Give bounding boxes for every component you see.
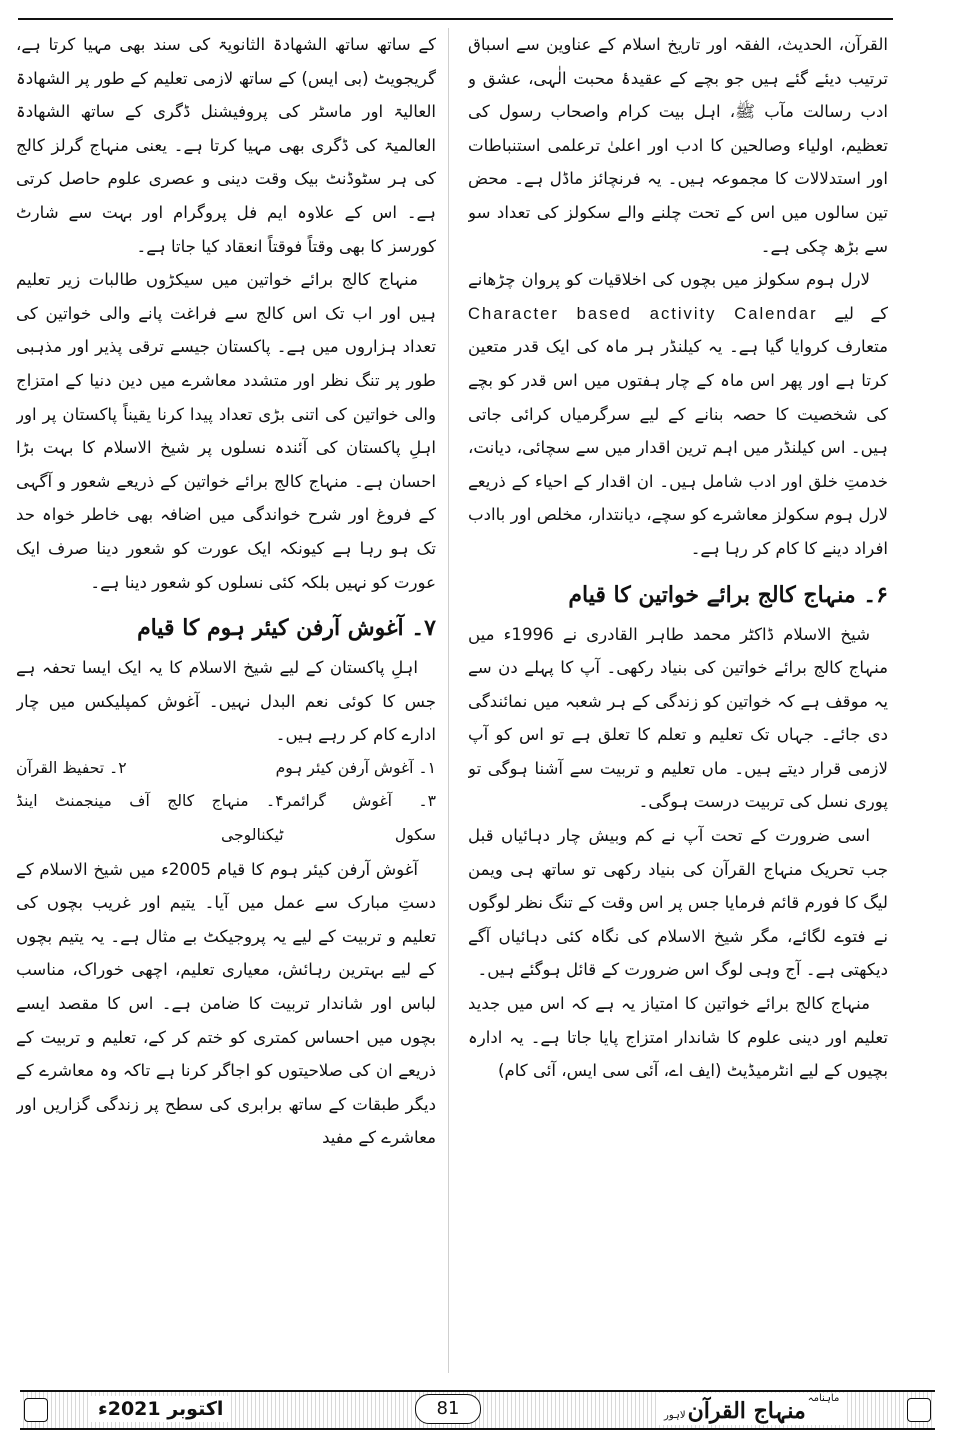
left-paragraph-3: اہلِ پاکستان کے لیے شیخ الاسلام کا یہ ایک ایسا تحفہ ہے جس کا کوئی نعم البدل نہیں۔ آغوش کمپلیکس میں چار ادارے کام کر رہے ہیں۔ — [16, 658, 436, 745]
column-divider — [448, 28, 449, 1373]
right-column — [468, 28, 888, 1378]
ornament-right-icon — [907, 1398, 931, 1422]
right-paragraph-4: اسی ضرورت کے تحت آپ نے کم وبیش چار دہائیاں قبل جب تحریک منہاج القرآن کی بنیاد رکھی تو ساتھ ہی ویمن لیگ کا فورم قائم فرمایا جس پر اس وقت کے تنگ نظر لوگوں نے فتوے لگائے، مگر شیخ الاسلام کی نگاہ کئی دہائیاں آگے دیکھتی ہے۔ آج وہی لوگ اس ضرورت کے قائل ہوگئے ہیں۔ — [468, 826, 888, 980]
list-item: ۱۔ آغوش آرفن کیئر ہوم — [275, 758, 436, 777]
right-paragraph-5: منہاج کالج برائے خواتین کا امتیاز یہ ہے کہ اس میں جدید تعلیم اور دینی علوم کا شاندار امتزاج پایا جاتا ہے۔ یہ ادارہ بچیوں کے لیے انٹرمیڈیٹ (ایف اے، آئی سی ایس، آئی کام) — [468, 994, 888, 1081]
right-paragraph-2-part-a: لارل ہوم سکولز میں بچوں کی اخلاقیات کو پروان چڑھانے کے لیے — [468, 270, 888, 323]
list-item: ۴۔ منہاج کالج آف مینجمنٹ اینڈ ٹیکنالوجی — [16, 792, 284, 845]
page-number: 81 — [415, 1394, 481, 1424]
section-7-heading: ۷۔ آغوش آرفن کیئر ہوم کا قیام — [137, 615, 436, 642]
masthead-title: منہاج القرآن — [687, 1398, 806, 1424]
right-paragraph-2-part-b: متعارف کروایا گیا ہے۔ یہ کیلنڈر ہر ماہ کی ایک قدر متعین کرتا ہے اور پھر اس ماہ کے چار ہفتوں میں اس قدر کو بچے کی شخصیت کا حصہ بنانے کے لیے سرگرمیاں کرائی جاتی ہیں۔ اس کیلنڈر میں اہم ترین اقدار میں سے سچائی، دیانت، خدمتِ خلق اور ادب شامل ہیں۔ ان اقدار کے احیاء کے ذریعے لارل ہوم سکولز معاشرے کو سچے، دیانتدار، مخلص اور باادب افراد دینے کا کام کر رہا ہے۔ — [468, 337, 888, 558]
top-rule — [18, 18, 893, 20]
issue-date: اکتوبر 2021ء — [90, 1396, 231, 1422]
list-item: ۳۔ آغوش گرائمر سکول — [283, 792, 436, 845]
right-paragraph-1: القرآن، الحدیث، الفقہ اور تاریخ اسلام کے عناوین سے اسباق ترتیب دیئے گئے ہیں جو بچے کے عقیدۂ محبت الٰہی، عشق و ادب رسالت مآب ﷺ، اہل بیت کرام واصحاب رسول کی تعظیم، اولیاء وصالحین کا ادب اور اعلیٰ ترعلمی استنباطات اور استدلالات کا مجموعہ ہیں۔ یہ فرنچائز ماڈل ہے۔ محض تین سالوں میں اس کے تحت چلنے والے سکولز کی تعداد سو سے بڑھ چکی ہے۔ — [468, 35, 888, 256]
left-paragraph-2: منہاج کالج برائے خواتین میں سیکڑوں طالبات زیر تعلیم ہیں اور اب تک اس کالج سے فراغت پانے والی خواتین کی تعداد ہزاروں میں ہے۔ پاکستان جیسے ترقی پذیر اور مذہبی طور پر تنگ نظر اور متشدد معاشرے میں دین دنیا کے امتزاج والی خواتین کی اتنی بڑی تعداد پیدا کرنا یقیناً پاکستان پر اور اہلِ پاکستان کی آئندہ نسلوں پر شیخ الاسلام کا بہت بڑا احسان ہے۔ منہاج کالج برائے خواتین کے ذریعے شعور و آگہی کے فروغ اور شرح خواندگی میں اضافہ بھی خاطر خواہ حد تک ہو رہا ہے کیونکہ ایک عورت کو شعور دینا صرف ایک عورت کو نہیں بلکہ کئی نسلوں کو شعور دینا ہے۔ — [16, 270, 436, 592]
list-item: ۲۔ تحفیظ القرآن — [16, 758, 127, 777]
left-paragraph-1: کے ساتھ ساتھ الشھادۃ الثانویۃ کی سند بھی مہیا کرتا ہے، گریجویٹ (بی ایس) کے ساتھ لازمی تعلیم کے طور پر الشھادۃ العالیۃ اور ماسٹر کی پروفیشنل ڈگری کے ساتھ الشھادۃ العالمیۃ کی ڈگری بھی مہیا کرتا ہے۔ یعنی منہاج گرلز کالج کی ہر سٹوڈنٹ بیک وقت دینی و عصری علوم حاصل کرتی ہے۔ اس کے علاوہ ایم فل پروگرام اور بہت سے شارٹ کورسز کا بھی وقتاً فوقتاً انعقاد کیا جاتا ہے۔ — [16, 35, 436, 256]
institutions-list — [16, 752, 436, 853]
right-paragraph-2 — [468, 263, 888, 565]
activity-calendar-term: Character based activity Calendar — [468, 303, 818, 323]
magazine-masthead — [658, 1393, 845, 1425]
right-paragraph-3: شیخ الاسلام ڈاکٹر محمد طاہر القادری نے 1996ء میں منہاج کالج برائے خواتین کی بنیاد رکھی۔ آپ کا پہلے دن سے یہ موقف ہے کہ خواتین کو زندگی کے ہر شعبہ میں نمائندگی دی جائے۔ جہاں تک تعلیم و تعلم کا تعلق ہے تو اس کو آپ لازمی قرار دیتے ہیں۔ ماں تعلیم و تربیت سے آشنا ہوگی تو پوری نسل کی تربیت درست ہوگی۔ — [468, 624, 888, 812]
masthead-prefix: ماہنامہ — [807, 1393, 840, 1404]
left-paragraph-4: آغوش آرفن کیئر ہوم کا قیام 2005ء میں شیخ الاسلام کے دستِ مبارک سے عمل میں آیا۔ یتیم اور غریب بچوں کی تعلیم و تربیت کے لیے یہ پروجیکٹ بے مثال ہے۔ یہ یتیم بچوں کے لیے بہترین رہائش، معیاری تعلیم، اچھی خوراک، مناسب لباس اور شاندار تربیت کا ضامن ہے۔ اس کا مقصد ایسے بچوں میں احساس کمتری کو ختم کر کے، تعلیم و تربیت کے ذریعے ان کی صلاحیتوں کو اجاگر کرنا ہے تاکہ وہ معاشرے کے دیگر طبقات کے ساتھ برابری کی سطح پر زندگی گزاریں اور معاشرے کے مفید — [16, 859, 436, 1148]
page-footer — [20, 1390, 935, 1430]
section-6-heading: ۶۔ منہاج کالج برائے خواتین کا قیام — [568, 581, 888, 608]
masthead-city: لاہور — [664, 1410, 686, 1421]
left-column — [16, 28, 436, 1378]
ornament-left-icon — [24, 1398, 48, 1422]
